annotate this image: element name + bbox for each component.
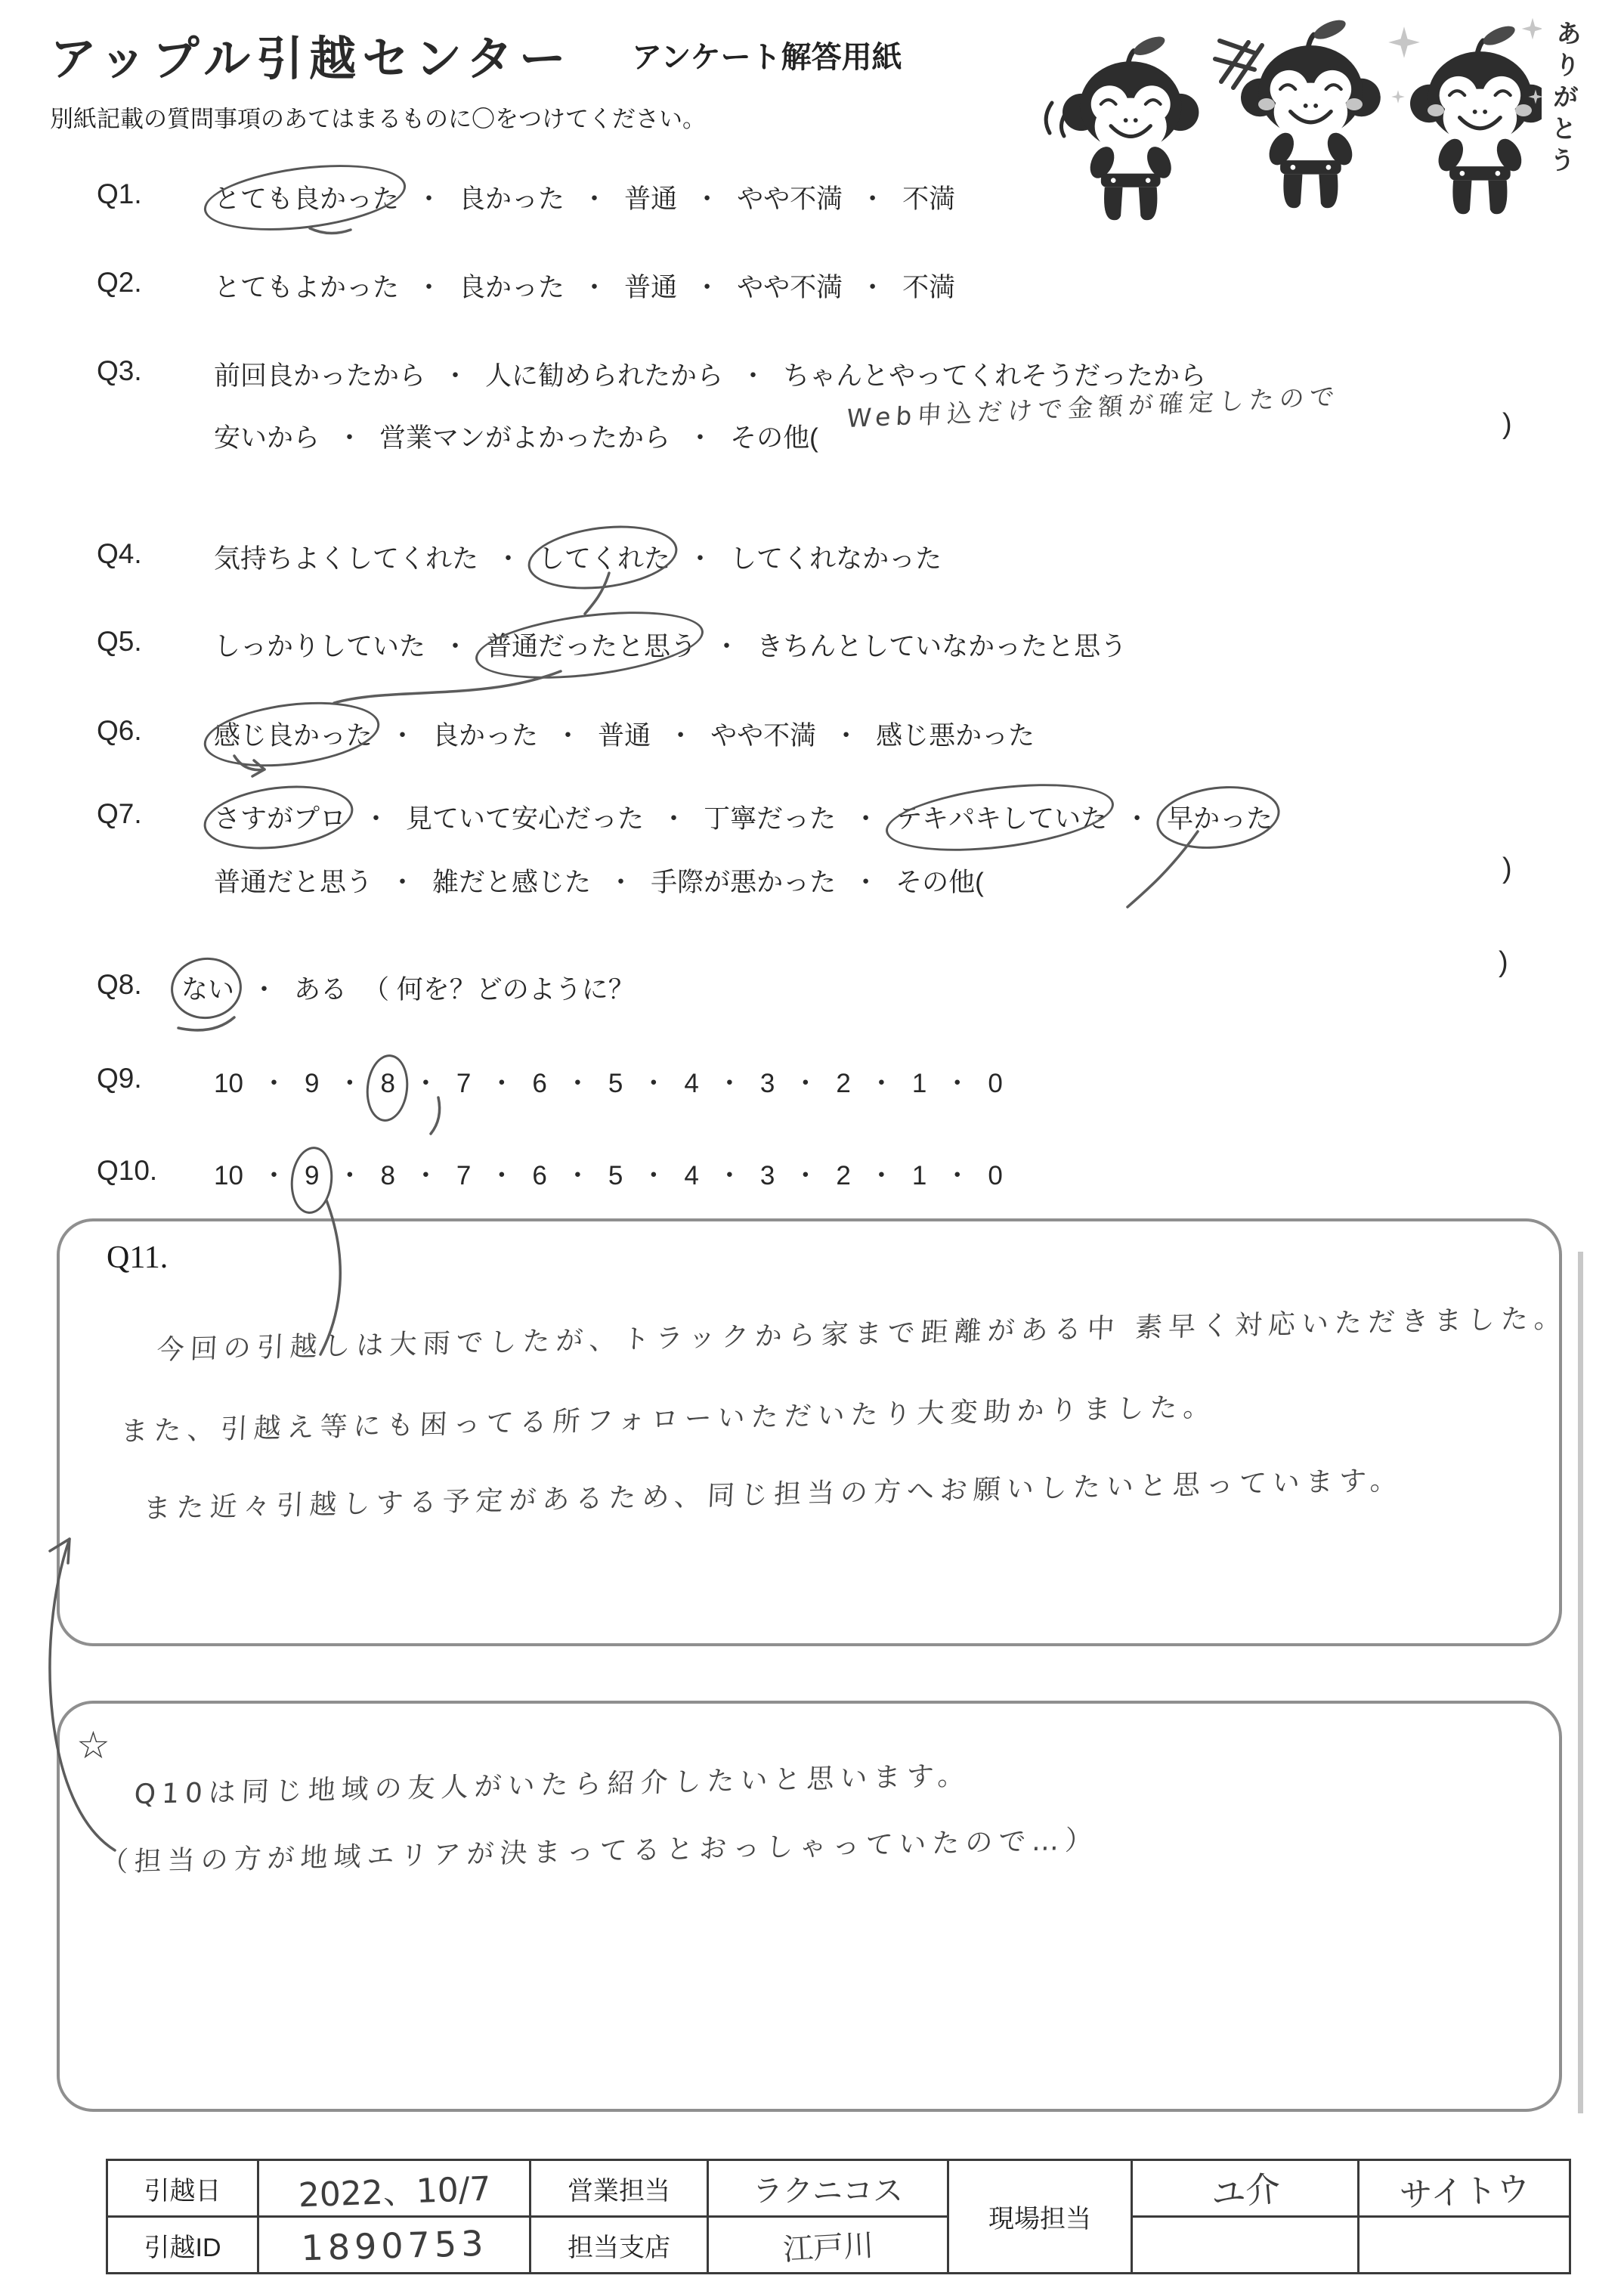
question-options — [214, 267, 955, 305]
option: 2 — [836, 1069, 851, 1098]
option-separator: ・ — [581, 184, 608, 214]
option-separator: ・ — [713, 632, 741, 661]
option: 10 — [214, 1161, 243, 1190]
option: 感じ悪かった — [876, 721, 1035, 751]
option: 3 — [759, 1069, 775, 1098]
question-label: Q6. — [97, 715, 142, 746]
table-row — [107, 2160, 1570, 2217]
option: やや不満 — [737, 273, 843, 302]
option: 良かった — [432, 721, 539, 751]
scan-artifact — [1578, 1252, 1583, 2113]
option: 7 — [456, 1161, 472, 1190]
option-separator: ・ — [852, 868, 880, 897]
option-separator: ・ — [640, 1161, 667, 1190]
option-separator: ・ — [716, 1161, 743, 1190]
option: その他( — [896, 868, 984, 897]
option-separator: ・ — [792, 1161, 819, 1190]
option: 安いから — [214, 423, 320, 453]
option: 4 — [684, 1161, 699, 1190]
option-separator: ・ — [260, 1161, 287, 1190]
question-label: Q7. — [97, 798, 142, 829]
option-separator: ・ — [792, 1069, 819, 1098]
option: 3 — [759, 1161, 775, 1190]
star-note-box — [57, 1701, 1562, 2112]
option: 不満 — [902, 273, 956, 302]
option-separator: ・ — [852, 804, 880, 834]
option: その他( — [730, 423, 818, 453]
option: 普通だと思う — [214, 868, 373, 897]
option: ある — [294, 975, 348, 1005]
option: 8 — [380, 1161, 395, 1190]
move-id-value: 1890753 — [258, 2213, 531, 2277]
page-title: アップル引越センター — [50, 33, 572, 85]
option: 4 — [684, 1069, 699, 1098]
option: 2 — [836, 1161, 851, 1190]
option-circled: 早かった — [1167, 798, 1273, 836]
option: やや不満 — [737, 184, 843, 214]
option: 営業マンがよかったから — [379, 423, 671, 453]
question-options — [214, 538, 942, 576]
option: 9 — [304, 1069, 320, 1098]
option: 不満 — [902, 184, 956, 214]
page-subtitle: アンケート解答用紙 — [632, 41, 902, 74]
option: 6 — [532, 1161, 547, 1190]
branch-value: 江戸川 — [707, 2210, 949, 2280]
star-note-handwritten-line: Q10は同じ地域の友人がいたら紹介したいと思います。 — [133, 1760, 972, 1811]
option-separator: ・ — [336, 423, 363, 453]
option: 良かった — [459, 184, 565, 214]
option: 6 — [532, 1069, 547, 1098]
option: 手際が悪かった — [651, 868, 837, 897]
option-separator: ・ — [740, 361, 767, 391]
option-separator: ・ — [488, 1069, 515, 1098]
site-crew-value-1: ユ介 — [1130, 2150, 1360, 2227]
q3-handwritten-answer: Web申込だけで金額が確定したので — [846, 381, 1341, 434]
q11-label: Q11. — [107, 1240, 169, 1275]
option-separator: ・ — [260, 1069, 287, 1098]
option-separator: ・ — [336, 1161, 363, 1190]
move-date-label: 引越日 — [107, 2160, 258, 2217]
option: 0 — [988, 1069, 1003, 1098]
close-paren: ) — [1499, 946, 1508, 978]
question-options — [214, 798, 1273, 836]
option: 10 — [214, 1069, 243, 1098]
question-label: Q10. — [97, 1155, 158, 1186]
option-separator: ・ — [694, 273, 721, 302]
option-separator: ・ — [488, 1161, 515, 1190]
option: 丁寧だった — [704, 804, 837, 834]
option-circled: 普通だったと思う — [485, 626, 697, 664]
option-separator: ・ — [660, 804, 688, 834]
option-separator: ・ — [859, 184, 886, 214]
option-separator: ・ — [495, 544, 522, 574]
option-separator: ・ — [608, 868, 635, 897]
option-separator: ・ — [389, 868, 416, 897]
option: 気持ちよくしてくれた — [214, 544, 479, 574]
option-separator: ・ — [687, 544, 714, 574]
option: 見ていて安心だった — [406, 804, 645, 834]
option-circled: 9 — [304, 1161, 320, 1190]
option-separator: ・ — [416, 184, 443, 214]
option-separator: ・ — [251, 975, 278, 1005]
option-separator: ・ — [694, 184, 721, 214]
question-options — [181, 969, 347, 1007]
close-paren: ) — [1502, 408, 1512, 440]
option: 0 — [988, 1161, 1003, 1190]
question-label: Q4. — [97, 538, 142, 569]
option-separator: ・ — [363, 804, 390, 834]
option-separator: ・ — [687, 423, 714, 453]
site-crew-empty-cell — [1132, 2217, 1359, 2274]
question-label: Q1. — [97, 178, 142, 209]
option: 1 — [911, 1069, 927, 1098]
star-note-handwritten-line: （担当の方が地域エリアが決まってるとおっしゃっていたので…） — [100, 1825, 1100, 1879]
q11-answer-box — [57, 1218, 1568, 1646]
question-label: Q5. — [97, 626, 142, 657]
option-circled: さすがプロ — [214, 798, 346, 836]
question-options — [214, 417, 818, 455]
question-options — [214, 862, 984, 899]
option-circled: してくれた — [538, 538, 670, 576]
option-separator: ・ — [944, 1069, 971, 1098]
option-circled: 8 — [380, 1069, 395, 1098]
option: 雑だと感じた — [432, 868, 592, 897]
option: 1 — [911, 1161, 927, 1190]
option-separator: ・ — [442, 361, 469, 391]
option-separator: ・ — [412, 1161, 439, 1190]
option-separator: ・ — [412, 1069, 439, 1098]
question-label: Q2. — [97, 267, 142, 298]
option-separator: ・ — [389, 721, 416, 751]
question-label: Q9. — [97, 1063, 142, 1094]
option: してくれなかった — [730, 544, 942, 574]
option: 普通 — [624, 273, 678, 302]
option: 人に勧められたから — [485, 361, 724, 391]
question-options — [214, 1155, 1003, 1193]
site-crew-value-2: サイトウ — [1357, 2154, 1572, 2222]
thanks-vertical-text: ありがとう — [1543, 19, 1582, 179]
option: 普通 — [624, 184, 678, 214]
q11-handwritten-line: 今回の引越しは大雨でしたが、トラックから家まで距離がある中 素早く対応いただきました。 — [156, 1302, 1568, 1367]
footer-info-table — [106, 2159, 1571, 2274]
option-separator: ・ — [442, 632, 469, 661]
question-label: Q3. — [97, 355, 142, 386]
sales-rep-label: 営業担当 — [531, 2160, 708, 2217]
option: 5 — [608, 1161, 623, 1190]
site-crew-label: 現場担当 — [948, 2160, 1132, 2274]
question-options — [214, 715, 1035, 753]
option-separator: ・ — [416, 273, 443, 302]
option-separator: ・ — [868, 1069, 895, 1098]
option-separator: ・ — [640, 1069, 667, 1098]
option: 7 — [456, 1069, 472, 1098]
monkey-mascot-icon — [1043, 6, 1542, 242]
table-row — [107, 2217, 1570, 2274]
option: ちゃんとやってくれそうだったから — [783, 361, 1207, 391]
option-circled: テキパキしていた — [896, 798, 1107, 836]
option-separator: ・ — [833, 721, 860, 751]
move-id-label: 引越ID — [107, 2217, 258, 2274]
option-separator: ・ — [336, 1069, 363, 1098]
option-separator: ・ — [716, 1069, 743, 1098]
option-separator: ・ — [667, 721, 694, 751]
q11-handwritten-line: また、引越え等にも困ってる所フォローいただいたり大変助かりました。 — [119, 1392, 1217, 1448]
move-date-value: 2022、10/7 — [257, 2155, 531, 2221]
close-paren: ) — [1502, 853, 1512, 884]
option-separator: ・ — [564, 1161, 591, 1190]
option: 前回良かったから — [214, 361, 426, 391]
option-circled: ない — [181, 969, 234, 1007]
sales-rep-value: ラクニコス — [708, 2160, 948, 2217]
option: 普通 — [598, 721, 651, 751]
option-separator: ・ — [944, 1161, 971, 1190]
q8-followup-text: （ 何を？どのように？ — [363, 975, 635, 1005]
branch-label: 担当支店 — [531, 2217, 708, 2274]
option: やや不満 — [710, 721, 817, 751]
option-separator: ・ — [564, 1069, 591, 1098]
star-icon: ☆ — [76, 1724, 110, 1766]
option-circled: とても良かった — [214, 178, 399, 216]
option: きちんとしていなかったと思う — [756, 632, 1128, 661]
option-separator: ・ — [555, 721, 582, 751]
option-separator: ・ — [868, 1161, 895, 1190]
question-options — [214, 626, 1127, 664]
question-options — [214, 178, 955, 216]
option-circled: 感じ良かった — [214, 715, 373, 753]
question-options — [214, 355, 1206, 393]
option: 良かった — [459, 273, 565, 302]
question-label: Q8. — [97, 969, 142, 1000]
option-separator: ・ — [859, 273, 886, 302]
instruction-text: 別紙記載の質問事項のあてはまるものに〇をつけてください。 — [50, 106, 706, 132]
option: しっかりしていた — [214, 632, 426, 661]
option: とてもよかった — [214, 273, 400, 302]
option-separator: ・ — [581, 273, 608, 302]
q11-handwritten-line: また近々引越しする予定があるため、同じ担当の方へお願いしたいと思っています。 — [142, 1465, 1404, 1525]
option: 5 — [608, 1069, 623, 1098]
option-separator: ・ — [1124, 804, 1151, 834]
site-crew-empty-cell — [1359, 2217, 1570, 2274]
question-options — [214, 1063, 1003, 1101]
